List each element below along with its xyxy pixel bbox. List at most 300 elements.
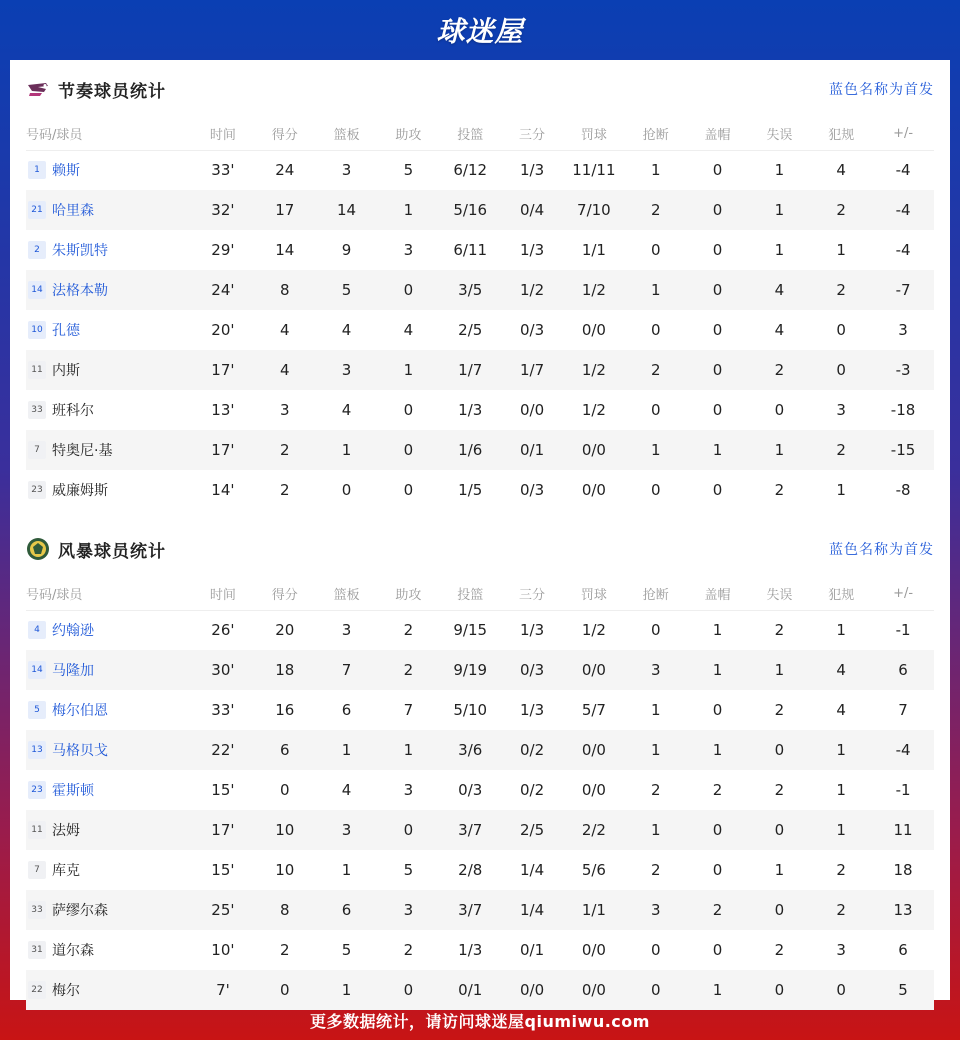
player-row <box>26 850 934 890</box>
stats-card <box>10 60 950 1000</box>
stat-cell: -7 <box>872 270 934 310</box>
stat-cell: 3 <box>341 621 352 640</box>
stat-cell: 0/1 <box>439 970 501 1010</box>
stat-cell: 0/2 <box>501 730 563 770</box>
stat-cell: 1/2 <box>563 270 625 310</box>
stat-cell: 9/15 <box>453 621 488 640</box>
stat-cell: 0 <box>625 970 687 1010</box>
player-cell <box>26 730 192 770</box>
stat-cell: 26' <box>211 621 235 640</box>
player-row <box>26 390 934 430</box>
stat-cell: 1 <box>748 430 810 470</box>
stat-cell: 6 <box>872 650 934 690</box>
stat-cell: 0/1 <box>519 941 545 959</box>
stat-cell: 1/7 <box>501 350 563 390</box>
stat-cell: 2 <box>279 481 290 499</box>
stat-cell: 0 <box>712 701 723 719</box>
stat-cell: -4 <box>872 190 934 230</box>
stat-cell: 30' <box>192 650 254 690</box>
stat-cell: 0 <box>687 270 749 310</box>
stat-cell: 13 <box>872 890 934 930</box>
player-cell <box>26 810 192 850</box>
stat-cell: 1 <box>712 621 723 640</box>
stat-cell: 7 <box>898 701 908 719</box>
stat-cell: 0 <box>712 161 723 180</box>
stat-cell: 20' <box>211 321 235 339</box>
stat-cell: 0/0 <box>563 730 625 770</box>
stat-cell: 2 <box>403 621 414 640</box>
column-header: 犯规 <box>810 578 872 610</box>
stat-cell: 1 <box>774 861 785 879</box>
table-header-row <box>26 118 934 150</box>
jersey-number: 11 <box>28 361 46 379</box>
stat-cell: 1/3 <box>458 401 483 419</box>
player-row <box>26 470 934 510</box>
player-row <box>26 350 934 390</box>
stat-cell: 3 <box>898 321 908 339</box>
stat-cell: 2 <box>774 941 785 959</box>
brand-logo: 球迷屋 <box>436 15 524 48</box>
player-name[interactable]: 马隆加 <box>52 663 94 679</box>
stat-cell: 2 <box>810 890 872 930</box>
stat-cell: 0 <box>377 810 439 850</box>
stat-cell: 0 <box>377 970 439 1010</box>
column-header: 号码/球员 <box>26 118 192 150</box>
jersey-number: 7 <box>28 441 46 459</box>
player-cell <box>26 930 192 970</box>
stat-cell: 1 <box>774 241 785 259</box>
stat-cell: 3 <box>625 650 687 690</box>
stat-cell: 3 <box>836 401 846 419</box>
stat-cell: 6 <box>341 701 352 719</box>
stat-cell: 3/5 <box>439 270 501 310</box>
stat-cell: 3 <box>279 401 290 419</box>
stat-cell: 7 <box>316 650 378 690</box>
stat-cell: -4 <box>872 730 934 770</box>
stat-cell: 2 <box>810 270 872 310</box>
stat-cell: 2/8 <box>458 861 483 879</box>
stat-cell: 5/16 <box>439 190 501 230</box>
player-name[interactable]: 法姆 <box>52 823 80 839</box>
player-cell <box>26 150 192 190</box>
stat-cell: 22' <box>192 730 254 770</box>
stat-cell: 2 <box>377 650 439 690</box>
stat-cell: -8 <box>895 481 911 499</box>
stat-cell: 0/0 <box>563 650 625 690</box>
stat-cell: 1 <box>836 621 846 640</box>
stat-cell: 1 <box>687 430 749 470</box>
stat-cell: 5 <box>316 270 378 310</box>
starter-note: 蓝色名称为首发 <box>829 82 934 98</box>
stat-cell: 3 <box>403 781 414 799</box>
stat-cell: 17' <box>192 350 254 390</box>
stat-cell: 5 <box>341 941 352 959</box>
stat-cell: 6/11 <box>453 241 488 259</box>
player-name[interactable]: 内斯 <box>52 363 80 379</box>
stat-cell: 2 <box>625 350 687 390</box>
stat-cell: 0 <box>377 270 439 310</box>
stat-cell: 10 <box>254 810 316 850</box>
stat-cell: 2 <box>836 861 846 879</box>
column-header: 三分 <box>501 578 563 610</box>
stat-cell: 1 <box>774 161 785 180</box>
stat-cell: 6 <box>316 890 378 930</box>
player-row <box>26 730 934 770</box>
stat-cell: 0 <box>377 430 439 470</box>
stat-cell: 2/5 <box>501 810 563 850</box>
stat-cell: 2 <box>650 781 661 799</box>
player-name[interactable]: 威廉姆斯 <box>52 483 108 499</box>
jersey-number: 13 <box>28 741 46 759</box>
player-name[interactable]: 库克 <box>52 863 80 879</box>
player-name[interactable]: 约翰逊 <box>52 623 94 640</box>
stat-cell: 2 <box>774 481 785 499</box>
stat-cell: 29' <box>211 241 235 259</box>
jersey-number: 31 <box>28 941 46 959</box>
column-header: 助攻 <box>377 578 439 610</box>
player-name[interactable]: 萨缪尔森 <box>52 903 108 919</box>
jersey-number: 33 <box>28 901 46 919</box>
player-cell <box>26 310 192 350</box>
stat-cell: 1 <box>316 730 378 770</box>
column-header: 助攻 <box>377 118 439 150</box>
stat-cell: 3 <box>316 350 378 390</box>
stat-cell: 1 <box>341 861 352 879</box>
stat-cell: 4 <box>836 701 846 719</box>
player-row <box>26 610 934 650</box>
stat-cell: 0 <box>712 941 723 959</box>
stat-cell: 2 <box>625 190 687 230</box>
stat-cell: 0 <box>712 401 723 419</box>
stat-cell: 17' <box>192 430 254 470</box>
stat-cell: 4 <box>836 161 846 180</box>
column-header: +/- <box>872 578 934 610</box>
stat-cell: 0 <box>279 781 290 799</box>
stat-cell: 1/3 <box>519 621 545 640</box>
stat-cell: 1/3 <box>519 241 545 259</box>
stat-cell: 3/7 <box>439 810 501 850</box>
stat-cell: 1/5 <box>458 481 483 499</box>
stat-cell: 5 <box>403 861 414 879</box>
stat-cell: 3/7 <box>439 890 501 930</box>
stat-cell: 2 <box>748 350 810 390</box>
stat-cell: 5/7 <box>581 701 606 719</box>
team-section-rhythm <box>10 60 950 510</box>
stat-cell: 9/19 <box>439 650 501 690</box>
stat-cell: 0 <box>341 481 352 499</box>
stat-cell: 0/3 <box>519 481 545 499</box>
stat-cell: 0/0 <box>563 430 625 470</box>
stat-cell: 20 <box>275 621 295 640</box>
stat-cell: 4 <box>341 401 352 419</box>
column-header: 罚球 <box>563 118 625 150</box>
jersey-number: 11 <box>28 821 46 839</box>
stat-cell: 3 <box>377 890 439 930</box>
stat-cell: 32' <box>192 190 254 230</box>
stat-cell: 7 <box>403 701 414 719</box>
jersey-number: 14 <box>28 281 46 299</box>
stat-cell: 0/3 <box>501 650 563 690</box>
stat-cell: 0 <box>810 970 872 1010</box>
stat-cell: 3 <box>341 161 352 180</box>
stat-cell: 16 <box>275 701 295 719</box>
stat-cell: 1/2 <box>581 621 606 640</box>
stat-cell: 6 <box>254 730 316 770</box>
jersey-number: 5 <box>28 701 46 719</box>
player-name[interactable]: 道尔森 <box>52 943 94 959</box>
stat-cell: 0 <box>687 350 749 390</box>
stat-cell: 1 <box>836 481 846 499</box>
stat-cell: 15' <box>211 781 235 799</box>
stat-cell: 10 <box>275 861 295 879</box>
stat-cell: 2/5 <box>458 321 483 339</box>
stat-cell: 0/3 <box>458 781 483 799</box>
player-name[interactable]: 法格本勒 <box>52 283 108 299</box>
stat-cell: 2 <box>279 941 290 959</box>
jersey-number: 14 <box>28 661 46 679</box>
column-header: 篮板 <box>316 118 378 150</box>
stat-cell: 0 <box>712 481 723 499</box>
stat-cell: 4 <box>279 321 290 339</box>
stat-cell: 2/2 <box>563 810 625 850</box>
column-header: 失误 <box>748 118 810 150</box>
stat-cell: 0/0 <box>581 321 606 339</box>
stat-cell: 0 <box>774 401 785 419</box>
player-cell <box>26 890 192 930</box>
stat-cell: 6 <box>898 941 908 959</box>
stat-cell: 1 <box>377 730 439 770</box>
column-header: 投篮 <box>439 578 501 610</box>
player-name[interactable]: 马格贝戈 <box>52 743 108 759</box>
player-name[interactable]: 梅尔 <box>52 983 80 999</box>
column-header: 盖帽 <box>687 578 749 610</box>
player-name[interactable]: 霍斯顿 <box>52 783 94 799</box>
player-row <box>26 270 934 310</box>
player-cell <box>26 390 192 430</box>
player-cell <box>26 850 192 890</box>
footer-link[interactable]: 更多数据统计，请访问球迷屋qiumiwu.com <box>310 1011 650 1031</box>
stat-cell: 0 <box>687 810 749 850</box>
stat-cell: 0/0 <box>581 781 606 799</box>
stat-cell: 18 <box>893 861 913 879</box>
player-row <box>26 190 934 230</box>
stat-cell: 1/2 <box>501 270 563 310</box>
jersey-number: 21 <box>28 201 46 219</box>
stat-cell: 1/4 <box>501 890 563 930</box>
column-header: 时间 <box>192 578 254 610</box>
column-header: 时间 <box>192 118 254 150</box>
stat-cell: 1 <box>377 190 439 230</box>
stat-cell: 0 <box>748 810 810 850</box>
jersey-number: 33 <box>28 401 46 419</box>
stat-cell: 0 <box>836 321 846 339</box>
stat-cell: 4 <box>810 650 872 690</box>
stat-cell: 0 <box>748 970 810 1010</box>
stat-cell: 5/10 <box>453 701 488 719</box>
stat-cell: 0/0 <box>581 481 606 499</box>
stat-cell: 2 <box>254 430 316 470</box>
stat-cell: 1 <box>316 970 378 1010</box>
column-header: 罚球 <box>563 578 625 610</box>
stats-table <box>26 118 934 510</box>
stat-cell: 0/0 <box>563 970 625 1010</box>
column-header: 篮板 <box>316 578 378 610</box>
stat-cell: 0 <box>650 321 661 339</box>
column-header: 得分 <box>254 118 316 150</box>
player-cell <box>26 350 192 390</box>
stat-cell: 1 <box>625 270 687 310</box>
stat-cell: 0 <box>748 730 810 770</box>
player-name[interactable]: 梅尔伯恩 <box>52 703 108 719</box>
stat-cell: 14 <box>275 241 295 259</box>
stat-cell: -15 <box>872 430 934 470</box>
stat-cell: 1/3 <box>458 941 483 959</box>
stat-cell: 1/1 <box>563 890 625 930</box>
stat-cell: 0 <box>748 890 810 930</box>
player-cell <box>26 190 192 230</box>
stat-cell: 1/2 <box>563 350 625 390</box>
stat-cell: 8 <box>254 890 316 930</box>
jersey-number: 7 <box>28 861 46 879</box>
storm-team-logo <box>26 537 50 561</box>
stat-cell: -4 <box>895 161 911 180</box>
stat-cell: 0/0 <box>501 970 563 1010</box>
stat-cell: 1 <box>687 970 749 1010</box>
stat-cell: 4 <box>341 781 352 799</box>
column-header: 投篮 <box>439 118 501 150</box>
player-cell <box>26 470 192 510</box>
stat-cell: 2 <box>774 781 785 799</box>
column-header: 得分 <box>254 578 316 610</box>
stats-table <box>26 578 934 1010</box>
player-row <box>26 930 934 970</box>
stat-cell: 33' <box>211 701 235 719</box>
player-cell <box>26 610 192 650</box>
stat-cell: 1 <box>316 430 378 470</box>
stat-cell: 0 <box>650 241 661 259</box>
player-row <box>26 430 934 470</box>
stat-cell: 1/4 <box>519 861 545 879</box>
stat-cell: -18 <box>890 401 916 419</box>
player-cell <box>26 770 192 810</box>
player-name[interactable]: 哈里森 <box>52 203 94 219</box>
player-name[interactable]: 赖斯 <box>52 163 80 180</box>
stat-cell: 3 <box>625 890 687 930</box>
column-header: 失误 <box>748 578 810 610</box>
player-row <box>26 650 934 690</box>
stat-cell: 4 <box>774 321 785 339</box>
stat-cell: 7/10 <box>563 190 625 230</box>
stat-cell: 0/3 <box>519 321 545 339</box>
stat-cell: 33' <box>211 161 235 180</box>
stat-cell: 5 <box>872 970 934 1010</box>
stat-cell: 1 <box>625 810 687 850</box>
stat-cell: 11/11 <box>572 161 616 180</box>
stat-cell: 1/3 <box>519 161 545 180</box>
player-name[interactable]: 孔德 <box>52 323 80 339</box>
stat-cell: 0 <box>650 941 661 959</box>
stat-cell: 1/7 <box>439 350 501 390</box>
stat-cell: 2 <box>650 861 661 879</box>
stat-cell: 11 <box>872 810 934 850</box>
player-row <box>26 690 934 730</box>
stat-cell: 1 <box>748 650 810 690</box>
stat-cell: 14' <box>211 481 235 499</box>
stat-cell: 24 <box>275 161 295 180</box>
player-row <box>26 890 934 930</box>
stat-cell: 1 <box>810 810 872 850</box>
section-title: 节奏球员统计 <box>58 81 166 102</box>
jersey-number: 10 <box>28 321 46 339</box>
stat-cell: 0 <box>650 481 661 499</box>
player-cell <box>26 230 192 270</box>
jersey-number: 23 <box>28 481 46 499</box>
stat-cell: 1/2 <box>581 401 606 419</box>
stat-cell: 15' <box>211 861 235 879</box>
stat-cell: 1 <box>687 650 749 690</box>
column-header: 盖帽 <box>687 118 749 150</box>
player-cell <box>26 430 192 470</box>
stat-cell: 0 <box>403 401 414 419</box>
player-name[interactable]: 朱斯凯特 <box>52 243 108 259</box>
jersey-number: 23 <box>28 781 46 799</box>
stat-cell: 1 <box>836 241 846 259</box>
stat-cell: 3 <box>316 810 378 850</box>
player-row <box>26 230 934 270</box>
stat-cell: 10' <box>211 941 235 959</box>
player-cell <box>26 690 192 730</box>
stat-cell: 0/1 <box>501 430 563 470</box>
stat-cell: 0 <box>403 481 414 499</box>
table-header-row <box>26 578 934 610</box>
stat-cell: 1 <box>836 781 846 799</box>
stat-cell: 2 <box>774 701 785 719</box>
player-row <box>26 310 934 350</box>
stat-cell: 1/3 <box>519 701 545 719</box>
player-row <box>26 770 934 810</box>
stat-cell: 0 <box>712 241 723 259</box>
stat-cell: 8 <box>254 270 316 310</box>
stat-cell: 4 <box>403 321 414 339</box>
stat-cell: 13' <box>211 401 235 419</box>
stat-cell: 2 <box>774 621 785 640</box>
stat-cell: 2 <box>810 430 872 470</box>
player-row <box>26 810 934 850</box>
column-header: +/- <box>872 118 934 150</box>
section-header <box>26 520 934 578</box>
player-name[interactable]: 特奥尼·基 <box>52 443 113 459</box>
stat-cell: 1 <box>377 350 439 390</box>
player-name[interactable]: 班科尔 <box>52 403 94 419</box>
starter-note: 蓝色名称为首发 <box>829 542 934 558</box>
stat-cell: 7' <box>192 970 254 1010</box>
stat-cell: 0/4 <box>501 190 563 230</box>
stat-cell: 0/2 <box>519 781 545 799</box>
jersey-number: 1 <box>28 161 46 179</box>
stat-cell: 0 <box>650 621 661 640</box>
stat-cell: 4 <box>748 270 810 310</box>
stat-cell: 4 <box>254 350 316 390</box>
stat-cell: 1 <box>625 430 687 470</box>
stat-cell: 18 <box>254 650 316 690</box>
stat-cell: -1 <box>895 621 911 640</box>
team-section-storm <box>10 520 950 1010</box>
stat-cell: 3 <box>836 941 846 959</box>
column-header: 抢断 <box>625 578 687 610</box>
stat-cell: 1 <box>625 730 687 770</box>
stat-cell: 0 <box>650 401 661 419</box>
section-header <box>26 60 934 118</box>
